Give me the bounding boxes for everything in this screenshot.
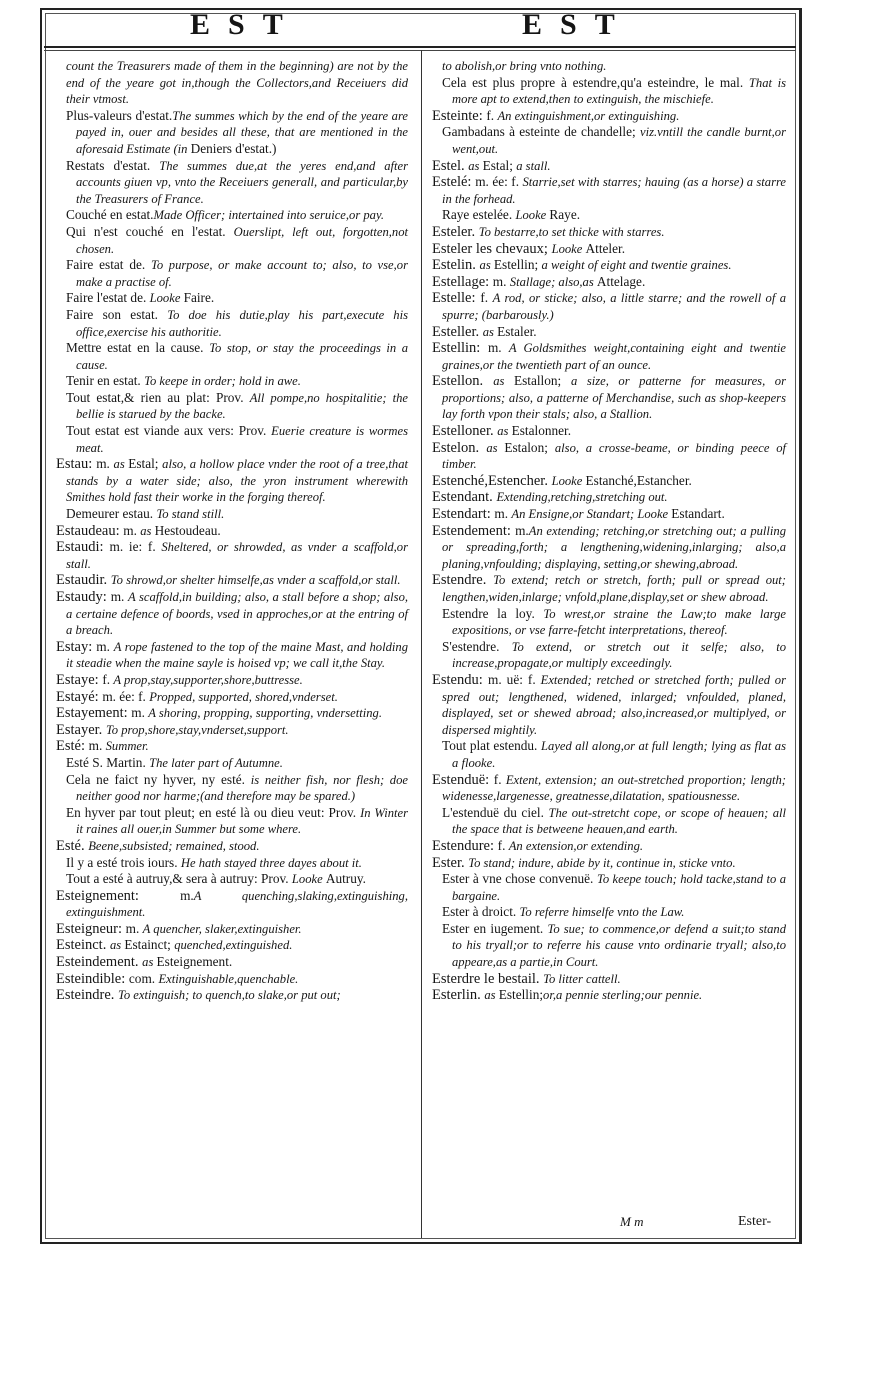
definition-text: as [140,523,155,538]
dictionary-entry [432,473,786,490]
roman-text: Attelage. [596,273,646,289]
dictionary-entry [432,440,786,473]
dictionary-entry [432,158,786,175]
signature-mark: M m [620,1214,644,1229]
definition-text: To litter cattell. [543,971,621,986]
definition-text: An extension,or extending. [508,838,644,853]
dictionary-entry [56,373,408,390]
roman-text: m. [110,589,129,604]
headword: Estaudir. [56,572,111,589]
roman-text: Couché en estat. [66,207,154,223]
headword: Esterdre le bestail. [432,970,544,987]
definition-text: A quenching,slaking,extinguishing, extinguishment. [66,888,408,920]
dictionary-entry [56,108,408,158]
dictionary-entry [56,456,408,506]
headword: Estelloner. [432,423,498,440]
dictionary-entry [56,523,408,540]
definition-text: To extend, or stretch out it selfe; also, to increase,propagate,or multiply exceedingly. [452,639,786,671]
definition-text: Beene,subsisted; remained, stood. [88,838,260,853]
headword: Estayé: [56,688,103,705]
dictionary-entry [432,324,786,341]
roman-text: Atteler. [585,240,626,256]
definition-text: as [479,258,494,273]
headword: Esteindre. [56,987,119,1004]
definition-text: to abolish,or bring vnto nothing. [442,59,607,73]
definition-text: A Goldsmithes weight,containing eight and twentie graines,or the twentieth part of an ounce. [442,341,786,372]
headword: Esterlin. [432,987,485,1004]
roman-text: Estellin; [493,257,542,273]
right-column [432,58,786,1004]
header-rule-thin [44,50,796,51]
dictionary-entry [432,639,786,672]
roman-text: S'estendre. [442,638,512,654]
definition-text: Extending,retching,stretching out. [496,490,668,505]
dictionary-entry [56,722,408,739]
roman-text: Estaler. [497,323,537,339]
dictionary-entry [432,340,786,373]
dictionary-entry [432,489,786,506]
dictionary-entry [56,805,408,838]
dictionary-entry [56,888,408,921]
definition-text: To extinguish; to quench,to slake,or put out; [118,988,341,1003]
definition-text: An extinguishment,or extinguishing. [497,108,680,123]
dictionary-entry [56,738,408,755]
roman-text: Estalonner. [511,423,572,439]
dictionary-entry [56,257,408,290]
dictionary-entry [56,937,408,954]
roman-text: m. [494,506,512,522]
dictionary-entry [432,987,786,1004]
definition-text: as [113,457,129,472]
dictionary-entry [56,871,408,888]
dictionary-entry [56,838,408,855]
definition-text: a size, or patterne for measures, or proportions; also, a patterne of Merchandise, such as shop-keepers lay forth vpon their stals; also, a Stallion. [442,374,786,422]
roman-text: Cela est plus propre à estendre,qu'a esteindre, le mal. [442,74,749,90]
roman-text: En hyver par tout pleut; en esté là ou dieu veut: Prov. [66,804,361,820]
headword: Esteignement: [56,887,181,904]
definition-text: Extinguishable,quenchable. [158,971,299,986]
definition-text: To referre himselfe vnto the Law. [519,905,685,920]
roman-text: Tout plat estendu. [442,738,542,754]
dictionary-entry [56,954,408,971]
dictionary-entry [56,589,408,639]
headword: Esteler. [432,223,479,240]
dictionary-entry [56,987,408,1004]
roman-text: Estal; [482,157,517,173]
roman-text: L'estenduë du ciel. [442,804,549,820]
definition-text: All pompe,no hospitalitie; the bellie is starued by the backe. [76,390,408,422]
roman-text: Faire. [183,290,215,306]
headword: Estay: [56,638,97,655]
definition-text: a stall. [516,158,551,173]
dictionary-entry [56,971,408,988]
definition-text: as [482,324,498,339]
definition-text: or,a pennie sterling;our pennie. [543,988,703,1003]
roman-text: Ester en iugement. [442,920,548,936]
definition-text: The out-stretcht cope, or scope of heauen; all the space that is betweene heauen,and earth. [452,805,787,837]
running-head-left: EST [190,8,301,41]
roman-text: Faire son estat. [66,306,168,322]
dictionary-entry [432,523,786,573]
dictionary-entry [432,904,786,921]
roman-text: m. [96,638,114,654]
dictionary-entry [432,108,786,125]
dictionary-entry [56,290,408,307]
headword: Estelé: [432,174,476,191]
dictionary-entry [432,373,786,423]
catchword: Ester- [738,1214,772,1229]
definition-text: Made Officer; intertained into seruice,or pay. [153,208,385,223]
headword: Estelle: [432,290,481,307]
definition-text: a weight of eight and twentie graines. [541,258,732,273]
dictionary-entry [56,772,408,805]
definition-text: To stop, or stay the proceedings in a cause. [76,341,409,372]
dictionary-entry [56,390,408,423]
roman-text: f. [486,107,498,123]
headword: Estendart: [432,506,495,523]
definition-text: In Winter it raines all ouer,in Summer but some where. [76,805,408,837]
dictionary-entry [56,572,408,589]
roman-text: Tout estat est viande aux vers: Prov. [66,423,272,439]
dictionary-entry [432,290,786,323]
dictionary-entry [56,689,408,706]
definition-text: Ouerslipt, left out, forgotten,not chosen. [76,224,408,256]
roman-text: Estendre la loy. [442,605,544,621]
definition-text: An extending; retching,or stretching out; a pulling or spreading,forth; a lengthening,widening,inlarging; also,a planing,vnfoulding; displaying, setting,or shewing,abroad. [442,523,787,571]
dictionary-entry [56,224,408,257]
definition-text: as [493,374,514,389]
dictionary-entry [432,174,786,207]
headword: Estellage: [432,273,493,290]
roman-text: Faire l'estat de. [66,290,150,306]
definition-text: To wrest,or straine the Law;to make large expositions, or vse farre-fetcht interpretations, thereof. [452,606,786,638]
definition-text: To purpose, or make account to; also, to vse,or make a practise of. [76,258,408,289]
headword: Estellin: [432,340,488,357]
roman-text: Ester à vne chose convenuë. [442,871,597,887]
roman-text: Restats d'estat. [66,157,160,173]
roman-text: m. ée: f. [102,688,150,704]
definition-text: A rod, or sticke; also, a little starre; and the rowell of a spurre; (barbarously.) [442,291,786,322]
roman-text: m. uë: f. [488,671,541,687]
roman-text: m. [487,340,509,356]
dictionary-entry [56,539,408,572]
definition-text: as [109,938,125,953]
roman-text: m. [123,522,141,538]
definition-text: To stand; indure, abide by it, continue in, sticke vnto. [468,855,736,870]
roman-text: m. [180,887,194,903]
headword: Estaudi: [56,539,110,556]
roman-text: Estalon; [504,439,555,455]
headword: Estendre. [432,572,494,589]
definition-text: Looke [551,473,586,488]
roman-text: Cela ne faict ny hyver, ny esté. [66,771,251,787]
roman-text: Estandart. [671,506,725,522]
definition-text: To shrowd,or shelter himselfe,as vnder a scaffold,or stall. [110,573,401,588]
headword: Estaudy: [56,589,111,605]
dictionary-entry [432,224,786,241]
dictionary-entry [432,124,786,157]
definition-text: A shoring, propping, supporting, vndersetting. [148,706,382,721]
roman-text: Qui n'est couché en l'estat. [66,223,234,239]
headword: Estellon. [432,373,494,390]
definition-text: also, a crosse-beame, or binding peece of timber. [442,440,786,472]
roman-text: m. [125,920,143,936]
headword: Esté: [56,738,89,755]
definition-text: The summes which by the end of the yeare are payed in, ouer and besides all these, that are mentioned in the aforesaid Estimate (in [76,108,408,156]
definition-text: A rope fastened to the top of the maine Mast, and holding it steadie when the maine sayle is hoised vp; we call it,the Stay. [66,639,408,671]
definition-text: Propped, supported, shored,vnderset. [149,689,338,704]
dictionary-entry [56,207,408,224]
headword: Estau: [56,456,97,473]
dictionary-entry [56,307,408,340]
dictionary-entry [56,158,408,208]
definition-text: Euerie creature is wormes meat. [76,424,408,455]
dictionary-entry [432,971,786,988]
definition-text: A prop,stay,supporter,shore,buttresse. [113,672,303,687]
definition-text: An Ensigne,or Standart; Looke [511,507,672,522]
headword: Esteler les chevaux; [432,240,552,257]
definition-text: as [486,440,505,455]
definition-text: Looke [515,208,550,223]
definition-text: The summes due,at the yeres end,and after accounts giuen vp, vnto the Receiuers generall, and particular,by the Treasurers of France. [76,158,408,206]
dictionary-entry [432,58,786,75]
column-divider [421,50,422,1238]
roman-text: f. [497,837,509,853]
roman-text: com. [128,970,159,986]
roman-text: m. [515,522,529,538]
roman-text: m. [96,456,114,472]
definition-text: Looke [551,241,586,256]
dictionary-entry [56,705,408,722]
definition-text: Summer. [105,739,149,754]
definition-text: To prop,shore,stay,vnderset,support. [105,722,289,737]
roman-text: Hestoudeau. [154,522,221,538]
definition-text: To extend; retch or stretch, forth; pull or spread out; lengthen,widen,inlarge; vnfold,plane,display,set or shew abroad. [442,573,786,604]
roman-text: Plus-valeurs d'estat. [66,107,173,123]
headword: Esteinct. [56,937,110,954]
dictionary-entry [432,855,786,872]
definition-text: The later part of Autumne. [149,755,283,770]
definition-text: To stand still. [156,507,225,522]
headword: Estendant. [432,489,497,506]
dictionary-entry [432,241,786,258]
dictionary-entry [56,921,408,938]
headword: Estaye: [56,671,103,688]
roman-text: Estal; [128,456,163,472]
headword: Esteinte: [432,107,487,124]
dictionary-entry [432,274,786,291]
roman-text: Mettre estat en la cause. [66,340,210,356]
roman-text: Raye. [549,207,581,223]
headword: Estendure: [432,837,498,854]
definition-text: To sue; to commence,or defend a suit;to stand to his tryall;or to referre his cause vnto ordinarie tryall; also,to appeare,as a partie,in Court. [452,921,786,970]
roman-text: Estallon; [513,373,571,389]
definition-text: A quencher, slaker,extinguisher. [142,921,302,936]
headword: Estelon. [432,439,487,456]
dictionary-entry [432,921,786,971]
headword: Ester. [432,854,469,871]
roman-text: Deniers d'estat.) [190,140,277,156]
roman-text: m. [492,273,510,289]
headword: Estenduë: [432,771,494,788]
dictionary-entry [56,855,408,872]
roman-text: m. ée: f. [475,174,523,190]
roman-text: f. [493,771,506,787]
roman-text: Autruy. [325,871,366,887]
definition-text: as [142,955,157,970]
roman-text: Esté S. Martin. [66,754,150,770]
dictionary-entry [56,506,408,523]
definition-text: also, a hollow place vnder the root of a tree,that stands by a water side; also, the yron instrument wherewith Smithes hold fast their worke in the forging thereof. [66,457,408,505]
definition-text: viz.vntill the candle burnt,or went,out. [452,125,786,156]
definition-text: Starrie,set with starres; hauing (as a horse) a starre in the forhead. [442,175,786,206]
dictionary-entry [432,207,786,224]
roman-text: m. [131,705,149,721]
headword: Esteigneur: [56,920,126,937]
headword: Esteindement. [56,954,143,971]
dictionary-entry [432,838,786,855]
dictionary-entry [432,738,786,771]
dictionary-entry [56,639,408,672]
definition-text: count the Treasurers made of them in the beginning) are not by the end of the yeare got in,though the Collectors,and Receiuers did their vtmost. [66,59,408,107]
definition-text: Extent, extension; an out-stretched proportion; length; widenesse,largenesse, greatnesse,dilatation, spatiousnesse. [442,772,787,804]
headword: Estayement: [56,705,132,722]
roman-text: Demeurer estau. [66,506,157,522]
headword: Esteller. [432,323,483,340]
roman-text: Gambadans à esteinte de chandelle; [442,124,640,140]
roman-text: Estainct; [124,937,175,953]
definition-text: Sheltered, or shrowded, as vnder a scaffold,or stall. [66,540,408,571]
definition-text: Stallage; also,as [509,274,597,289]
roman-text: Estellin; [498,987,544,1003]
definition-text: He hath stayed three dayes about it. [180,855,362,870]
definition-text: Looke [291,872,326,887]
dictionary-entry [432,257,786,274]
definition-text: quenched,extinguished. [174,938,293,953]
header-rule [44,46,796,48]
definition-text: To bestarre,to set thicke with starres. [478,224,665,239]
headword: Estel. [432,157,469,174]
headword: Estendu: [432,671,489,688]
roman-text: Tout estat,& rien au plat: Prov. [66,389,250,405]
definition-text: Layed all along,or at full length; lying as flat as a flooke. [452,739,786,770]
roman-text: Esteignement. [156,954,233,970]
roman-text: m. [88,738,106,754]
headword: Estendement: [432,522,516,539]
roman-text: Il y a esté trois iours. [66,854,181,870]
definition-text: as [484,988,499,1003]
dictionary-entry [432,805,786,838]
definition-text: A scaffold,in building; also, a stall before a shop; also, a certaine defence of boords, vsed in approches,or at the entring of a breach. [66,590,409,638]
dictionary-entry [56,58,408,108]
roman-text: Raye estelée. [442,207,516,223]
dictionary-entry [432,672,786,738]
headword: Estenché,Estencher. [432,472,552,489]
dictionary-entry [432,572,786,605]
dictionary-entry [432,606,786,639]
definition-text: Looke [149,291,184,306]
dictionary-entry [432,506,786,523]
headword: Esté. [56,837,89,854]
definition-text: To keepe in order; hold in awe. [144,374,301,389]
dictionary-entry [56,340,408,373]
definition-text: is neither fish, nor flesh; doe neither good nor harme;(and therefore may be spared.) [76,772,408,804]
roman-text: f. [102,671,114,687]
dictionary-entry [56,672,408,689]
roman-text: Ester à droict. [442,904,520,920]
dictionary-entry [432,75,786,108]
definition-text: as [497,424,512,439]
running-head-right: EST [522,8,633,41]
headword: Esteindible: [56,970,129,987]
roman-text: Faire estat de. [66,257,152,273]
dictionary-entry [432,772,786,805]
dictionary-entry [432,423,786,440]
dictionary-entry [432,871,786,904]
definition-text: as [468,158,483,173]
roman-text: Tenir en estat. [66,373,145,389]
definition-text: To keepe touch; hold tacke,stand to a bargaine. [452,872,786,903]
roman-text: m. ie: f. [109,539,162,555]
left-column [56,58,408,1004]
roman-text: f. [480,290,493,306]
roman-text: Estanché,Estancher. [585,472,692,488]
headword: Estayer. [56,721,106,738]
definition-text: Extended; retched or stretched forth; pulled or spred out; lengthened, widened, inlarged; vnfoulded, planed, displayed, set or shewed abroad; also,increased,or multiplyed, or dispersed mightily. [442,672,787,737]
headword: Estelin. [432,257,480,274]
definition-text: That is more apt to extend,then to extinguish, the mischiefe. [452,75,786,107]
dictionary-entry [56,423,408,456]
dictionary-entry [56,755,408,772]
roman-text: Tout a esté à autruy,& sera à autruy: Prov. [66,871,292,887]
headword: Estaudeau: [56,522,124,539]
definition-text: To doe his dutie,play his part,execute his office,exercise his authoritie. [76,307,408,339]
